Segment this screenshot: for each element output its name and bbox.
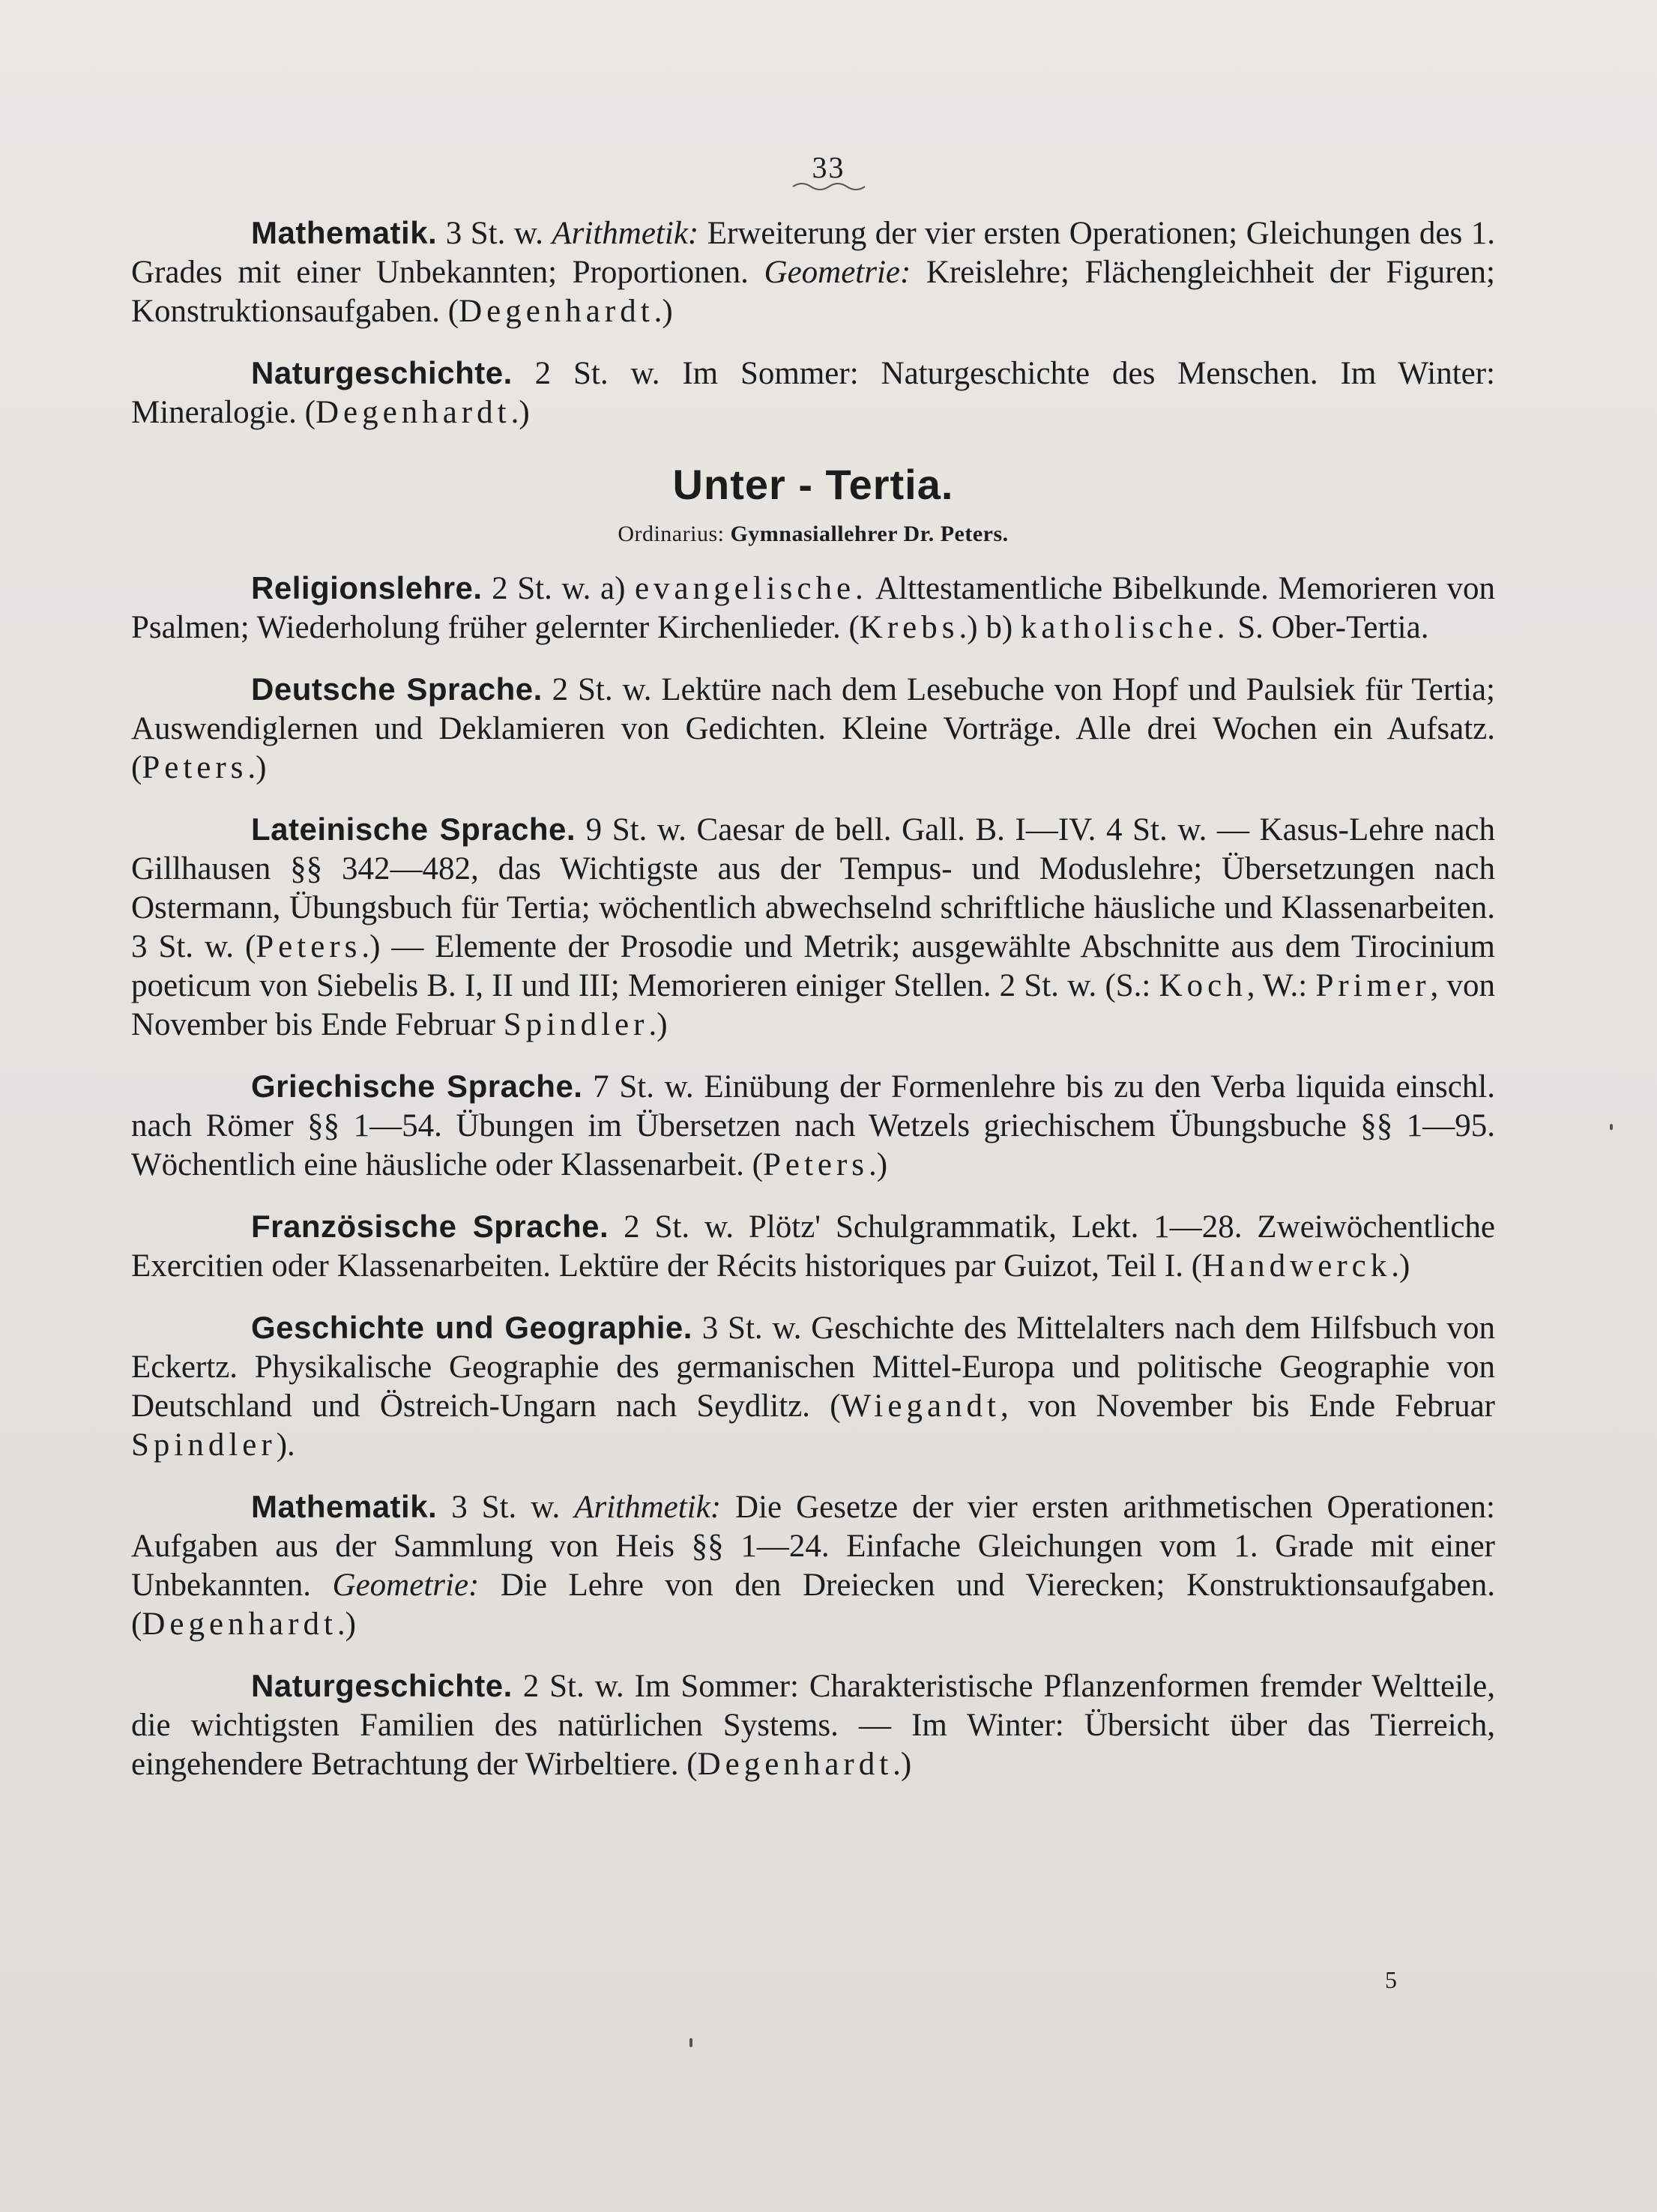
text: 3 St. w. Geschichte des Mittelalters nach dem Hilfsbuch von Eckertz. Physikalische Geographie des germanischen Mittel-Europa und politische Geographie von Deutschland und Östreich-Ungarn nach Seydlitz. ( bbox=[131, 1311, 1495, 1424]
paragraph bbox=[131, 670, 1495, 788]
subject-heading: Geschichte und Geographie. bbox=[251, 1310, 692, 1345]
italic-label: Geometrie: bbox=[332, 1568, 480, 1603]
section-geschichte-geographie bbox=[131, 1308, 1495, 1465]
section-mathematik-ut bbox=[131, 1487, 1495, 1644]
text: 9 St. w. Caesar de bell. Gall. B. I—IV. 4 St. w. — Kasus-Lehre nach Gillhausen §§ 342—482, das Wichtigste aus der Tempus- und Moduslehre; Übersetzungen nach Ostermann, Übungsbuch für Tertia; wöchentlich abwechselnd schriftliche häusliche und Klassenarbeiten. 3 St. w. ( bbox=[131, 812, 1495, 964]
section-deutsche-sprache bbox=[131, 670, 1495, 788]
teacher-name: Primer bbox=[1315, 968, 1431, 1003]
paragraph bbox=[131, 1207, 1495, 1286]
teacher-name: Spindler bbox=[131, 1427, 277, 1463]
subject-heading: Griechische Sprache. bbox=[251, 1069, 583, 1104]
paper-speck bbox=[1610, 1124, 1613, 1130]
class-title: Unter - Tertia. bbox=[672, 461, 954, 508]
text: .) bbox=[336, 1607, 356, 1642]
text: .) bbox=[1391, 1248, 1410, 1284]
paragraph bbox=[131, 569, 1495, 647]
teacher-name: Degenhardt bbox=[697, 1747, 893, 1782]
italic-label: Geometrie: bbox=[764, 255, 911, 290]
text: S. Ober-Tertia. bbox=[1229, 610, 1429, 645]
teacher-name: Peters bbox=[256, 929, 362, 964]
teacher-name: Spindler bbox=[503, 1007, 649, 1042]
text: , von November bis Ende Februar bbox=[1000, 1388, 1495, 1424]
text: , W.: bbox=[1246, 968, 1316, 1003]
page-number: 33 bbox=[812, 151, 845, 184]
teacher-name: Koch bbox=[1159, 968, 1247, 1003]
subject-heading: Mathematik. bbox=[251, 1489, 438, 1524]
section-lateinische-sprache bbox=[131, 810, 1495, 1045]
ordinarius-line bbox=[131, 515, 1495, 554]
paragraph bbox=[131, 1487, 1495, 1644]
subject-heading: Naturgeschichte. bbox=[251, 1668, 513, 1703]
text: Die Lehre von den Dreiecken und Vierecken; Konstruktionsaufgaben. ( bbox=[131, 1568, 1495, 1642]
signature-mark: 5 bbox=[1385, 1966, 1397, 1993]
text: 2 St. w. a) bbox=[482, 571, 635, 606]
paragraph bbox=[131, 810, 1495, 1045]
subject-heading: Religionslehre. bbox=[251, 570, 483, 605]
section-religionslehre bbox=[131, 569, 1495, 647]
paragraph bbox=[131, 354, 1495, 432]
text: Alttestamentliche Bibelkunde. Memorieren von Psalmen; Wiederholung früher gelernter Kirchenlieder. ( bbox=[131, 571, 1495, 645]
paragraph bbox=[131, 1308, 1495, 1465]
section-franzoesische-sprache bbox=[131, 1207, 1495, 1286]
text: 2 St. w. Im Sommer: Naturgeschichte des Menschen. Im Winter: Mineralogie. ( bbox=[131, 356, 1495, 430]
paper-speck bbox=[689, 2038, 692, 2047]
subject-heading: Lateinische Sprache. bbox=[251, 812, 576, 847]
page-header bbox=[0, 150, 1657, 191]
paragraph bbox=[131, 1666, 1495, 1784]
text: 2 St. w. Plötz' Schulgrammatik, Lekt. 1—28. Zweiwöchentliche Exercitien oder Klassenarbeiten. Lektüre der Récits historiques par Guizot, Teil I. ( bbox=[131, 1209, 1496, 1284]
text: Erweiterung der vier ersten Operationen; Gleichungen des 1. Grades mit einer Unbekannten; Proportionen. bbox=[131, 216, 1495, 290]
teacher-name: Krebs bbox=[859, 610, 959, 645]
teacher-name: Degenhardt bbox=[315, 395, 511, 430]
teacher-name: Peters bbox=[142, 750, 248, 785]
text: Kreislehre; Flächengleichheit der Figuren; Konstruktionsaufgaben. ( bbox=[131, 255, 1495, 329]
text: .) bbox=[893, 1747, 912, 1782]
text: 3 St. w. bbox=[437, 1490, 575, 1525]
text: 2 St. w. Im Sommer: Charakteristische Pflanzenformen fremder Weltteile, die wichtigsten Familien des natürlichen Systems. — Im Winter: Übersicht über das Tierreich, eingehendere Betrachtung der Wirbeltiere. ( bbox=[131, 1669, 1495, 1782]
spaced-text: katholische. bbox=[1020, 610, 1230, 645]
text: 3 St. w. bbox=[437, 216, 552, 251]
teacher-name: Handwerck bbox=[1202, 1248, 1392, 1284]
subject-heading: Mathematik. bbox=[251, 215, 438, 250]
italic-label: Arithmetik: bbox=[574, 1490, 722, 1525]
ordinarius-label: Ordinarius: bbox=[618, 522, 725, 546]
page-content bbox=[131, 214, 1495, 1807]
subject-heading: Deutsche Sprache. bbox=[251, 671, 543, 707]
section-griechische-sprache bbox=[131, 1067, 1495, 1185]
paragraph bbox=[131, 214, 1495, 331]
text: ). bbox=[276, 1427, 295, 1463]
text: .) bbox=[648, 1007, 668, 1042]
section-naturgeschichte-ut bbox=[131, 1666, 1495, 1784]
text: .) bbox=[654, 294, 673, 329]
teacher-name: Peters bbox=[762, 1147, 869, 1182]
italic-label: Arithmetik: bbox=[552, 216, 699, 251]
ordinarius-name: Gymnasiallehrer Dr. Peters. bbox=[730, 522, 1009, 546]
text: .) bbox=[247, 750, 267, 785]
text: .) bbox=[869, 1147, 888, 1182]
section-mathematik-ot bbox=[131, 214, 1495, 331]
paragraph bbox=[131, 1067, 1495, 1185]
teacher-name: Wiegandt bbox=[840, 1388, 1000, 1424]
text: .) bbox=[510, 395, 530, 430]
text: , von November bis Ende Februar bbox=[131, 968, 1495, 1042]
text: 7 St. w. Einübung der Formenlehre bis zu den Verba liquida einschl. nach Römer §§ 1—54. Übungen im Übersetzen nach Wetzels griechischem Übungsbuche §§ 1—95. Wöchentlich eine häusliche oder Klassenarbeit. ( bbox=[131, 1069, 1495, 1182]
section-naturgeschichte-ot bbox=[131, 354, 1495, 432]
spaced-text: evangelische. bbox=[634, 571, 868, 606]
teacher-name: Degenhardt bbox=[142, 1607, 337, 1642]
subject-heading: Naturgeschichte. bbox=[251, 355, 513, 390]
text: Die Gesetze der vier ersten arithmetischen Operationen: Aufgaben aus der Sammlung von Heis §§ 1—24. Einfache Gleichungen vom 1. Grade mit einer Unbekannten. bbox=[131, 1490, 1496, 1603]
text: 2 St. w. Lektüre nach dem Lesebuche von Hopf und Paulsiek für Tertia; Auswendiglernen und Deklamieren von Gedichten. Kleine Vorträge. Alle drei Wochen ein Aufsatz. ( bbox=[131, 672, 1495, 785]
subject-heading: Französische Sprache. bbox=[251, 1209, 609, 1244]
teacher-name: Degenhardt bbox=[459, 294, 654, 329]
text: .) b) bbox=[959, 610, 1021, 645]
text: .) — Elemente der Prosodie und Metrik; ausgewählte Abschnitte aus dem Tirocinium poeticum von Siebelis B. I, II und III; Memorieren einiger Stellen. 2 St. w. (S.: bbox=[131, 929, 1495, 1003]
